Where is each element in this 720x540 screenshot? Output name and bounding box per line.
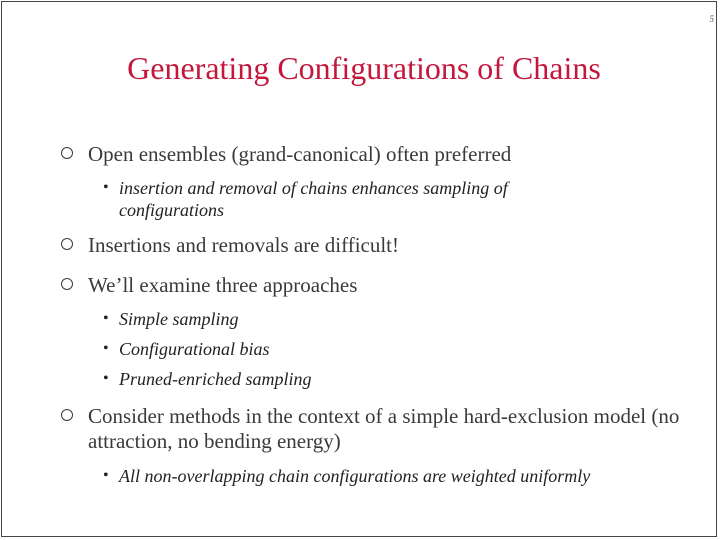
- sub-bullet-text: Simple sampling: [119, 309, 239, 329]
- bullet-text: Open ensembles (grand-canonical) often preferred: [88, 142, 512, 166]
- page-number: 5: [709, 14, 714, 24]
- sub-bullet-item: [61, 308, 701, 330]
- dot-bullet-icon: •: [103, 467, 109, 484]
- dot-bullet-icon: •: [103, 340, 109, 357]
- bullet-text: Consider methods in the context of a simple hard-exclusion model (no attraction, no bending energy): [88, 404, 680, 453]
- bullet-text: Insertions and removals are difficult!: [88, 233, 400, 257]
- bullet-item: [61, 142, 701, 167]
- bullet-item: [61, 273, 701, 298]
- circle-bullet-icon: [61, 147, 73, 159]
- dot-bullet-icon: •: [103, 310, 109, 327]
- slide-content: [61, 142, 701, 487]
- bullet-item: [61, 233, 701, 258]
- sub-bullet-text: All non-overlapping chain configurations are weighted uniformly: [119, 466, 591, 486]
- sub-bullet-item: [61, 177, 589, 221]
- slide-title: Generating Configurations of Chains: [127, 50, 601, 86]
- sub-bullet-item: [61, 338, 701, 360]
- dot-bullet-icon: •: [103, 370, 109, 387]
- sub-bullet-item: [61, 465, 701, 487]
- bullet-text: We’ll examine three approaches: [88, 273, 358, 297]
- bullet-item: [61, 404, 688, 454]
- sub-bullet-text: Pruned-enriched sampling: [119, 369, 312, 389]
- circle-bullet-icon: [61, 278, 73, 290]
- sub-bullet-text: Configurational bias: [119, 339, 270, 359]
- sub-bullet-item: [61, 368, 701, 390]
- circle-bullet-icon: [61, 238, 73, 250]
- sub-bullet-text: insertion and removal of chains enhances sampling of configurations: [119, 178, 508, 220]
- dot-bullet-icon: •: [103, 179, 109, 196]
- circle-bullet-icon: [61, 409, 73, 421]
